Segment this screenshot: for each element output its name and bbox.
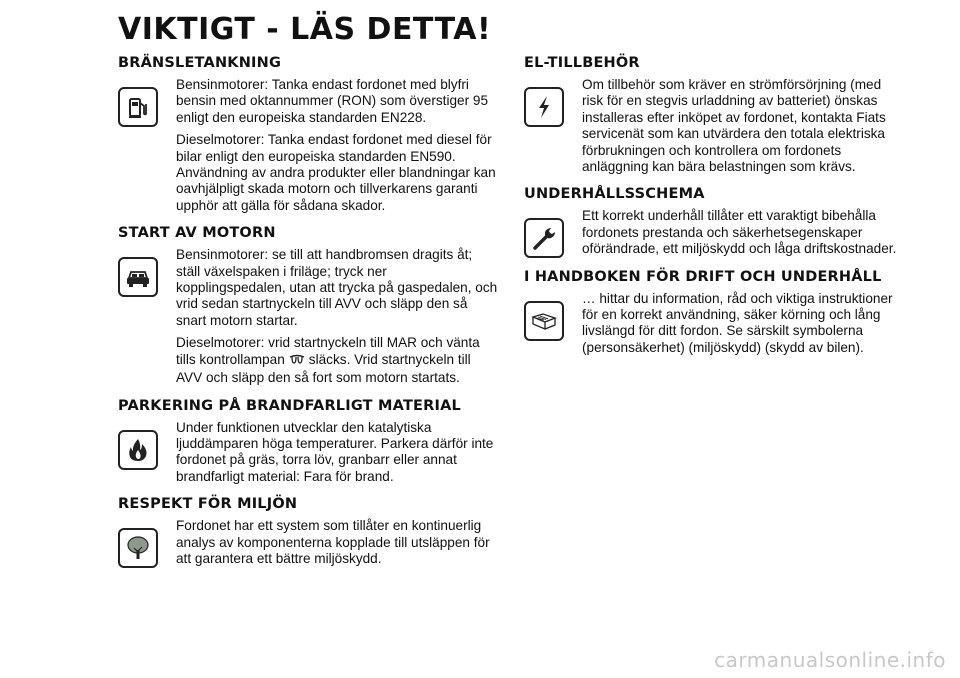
wrench-icon (524, 218, 564, 258)
car-icon (118, 257, 158, 297)
paragraph: Bensinmotorer: se till att handbromsen dragits åt; ställ växelspaken i friläge; tryck ner kopplingspedalen, utan att trycka på gaspedalen, och vrid sedan startnyckeln till AVV och släpp den så snart motorn startar. (176, 247, 498, 328)
fire-icon (118, 430, 158, 470)
section-fuel (118, 54, 508, 220)
section-start (118, 224, 508, 392)
section-heading: EL-TILLBEHÖR (524, 55, 640, 71)
watermark: carmanualsonline.info (714, 648, 946, 672)
page-title: VIKTIGT - LÄS DETTA! (118, 12, 492, 47)
paragraph-diesel (176, 335, 498, 386)
lightning-icon (524, 87, 564, 127)
paragraph-text: Dieselmotorer: vrid startnyckeln till MAR och vänta tills kontrollampan (176, 335, 480, 367)
section-heading: PARKERING PÅ BRANDFARLIGT MATERIAL (118, 397, 461, 414)
section-heading: I HANDBOKEN FÖR DRIFT OCH UNDERHÅLL (524, 268, 882, 285)
right-column (524, 54, 914, 366)
paragraph: Under funktionen utvecklar den katalytiska ljuddämparen höga temperaturer. Parkera därför inte fordonet på gräs, torra löv, granbarr eller annat brandfarligt material: Fara för brand. (176, 419, 494, 484)
section-heading: RESPEKT FÖR MILJÖN (118, 496, 298, 513)
fuel-pump-icon (118, 87, 158, 127)
paragraph-text: släcks. Vrid startnyckeln till AVV och släpp den så fort som motorn startats. (176, 351, 471, 386)
paragraph: Ett korrekt underhåll tillåter ett varaktigt bibehålla fordonets prestanda och säkerhetsegenskaper oförändrade, ett miljöskydd och låga driftskostnader. (582, 208, 897, 257)
paragraph: Om tillbehör som kräver en strömförsörjning (med risk för en stegvis urladdning av batteriet) önskas installeras efter inköpet av fordonet, kontakta Fiats servicenät som kan utvärdera den totala elektriska förbrukningen och kontrollera om fordonets anläggning kan bära belastningen som krävs. (582, 77, 886, 175)
book-icon (524, 301, 564, 341)
section-environment (118, 495, 508, 573)
section-maintenance (524, 185, 914, 263)
left-column (118, 54, 508, 577)
paragraph: Dieselmotorer: Tanka endast fordonet med diesel för bilar enligt den europeiska standarden EN590. Användning av andra produkter eller blandningar kan oavhjälpligt skada motorn och tillverkarens garanti upphör att gälla för sådana skador. (176, 132, 496, 213)
glow-plug-lamp-icon (288, 354, 306, 370)
section-parking (118, 397, 508, 492)
section-electrical (524, 54, 914, 181)
tree-icon (118, 528, 158, 568)
section-handbook (524, 268, 914, 363)
section-heading: START AV MOTORN (118, 225, 276, 242)
section-heading: BRÄNSLETANKNING (118, 55, 282, 71)
paragraph: … hittar du information, råd och viktiga instruktioner för en korrekt användning, säker körning och lång livslängd för ditt fordon. Se särskilt symbolerna (personsäkerhet) (miljöskydd) (skydd av bilen). (582, 290, 893, 355)
section-heading: UNDERHÅLLSSCHEMA (524, 186, 705, 203)
paragraph: Bensinmotorer: Tanka endast fordonet med blyfri bensin med oktannummer (RON) som överstiger 95 enligt den europeiska standarden EN228. (176, 77, 489, 125)
paragraph: Fordonet har ett system som tillåter en kontinuerlig analys av komponenterna kopplade till utsläppen för att garantera ett bättre miljöskydd. (176, 518, 490, 566)
